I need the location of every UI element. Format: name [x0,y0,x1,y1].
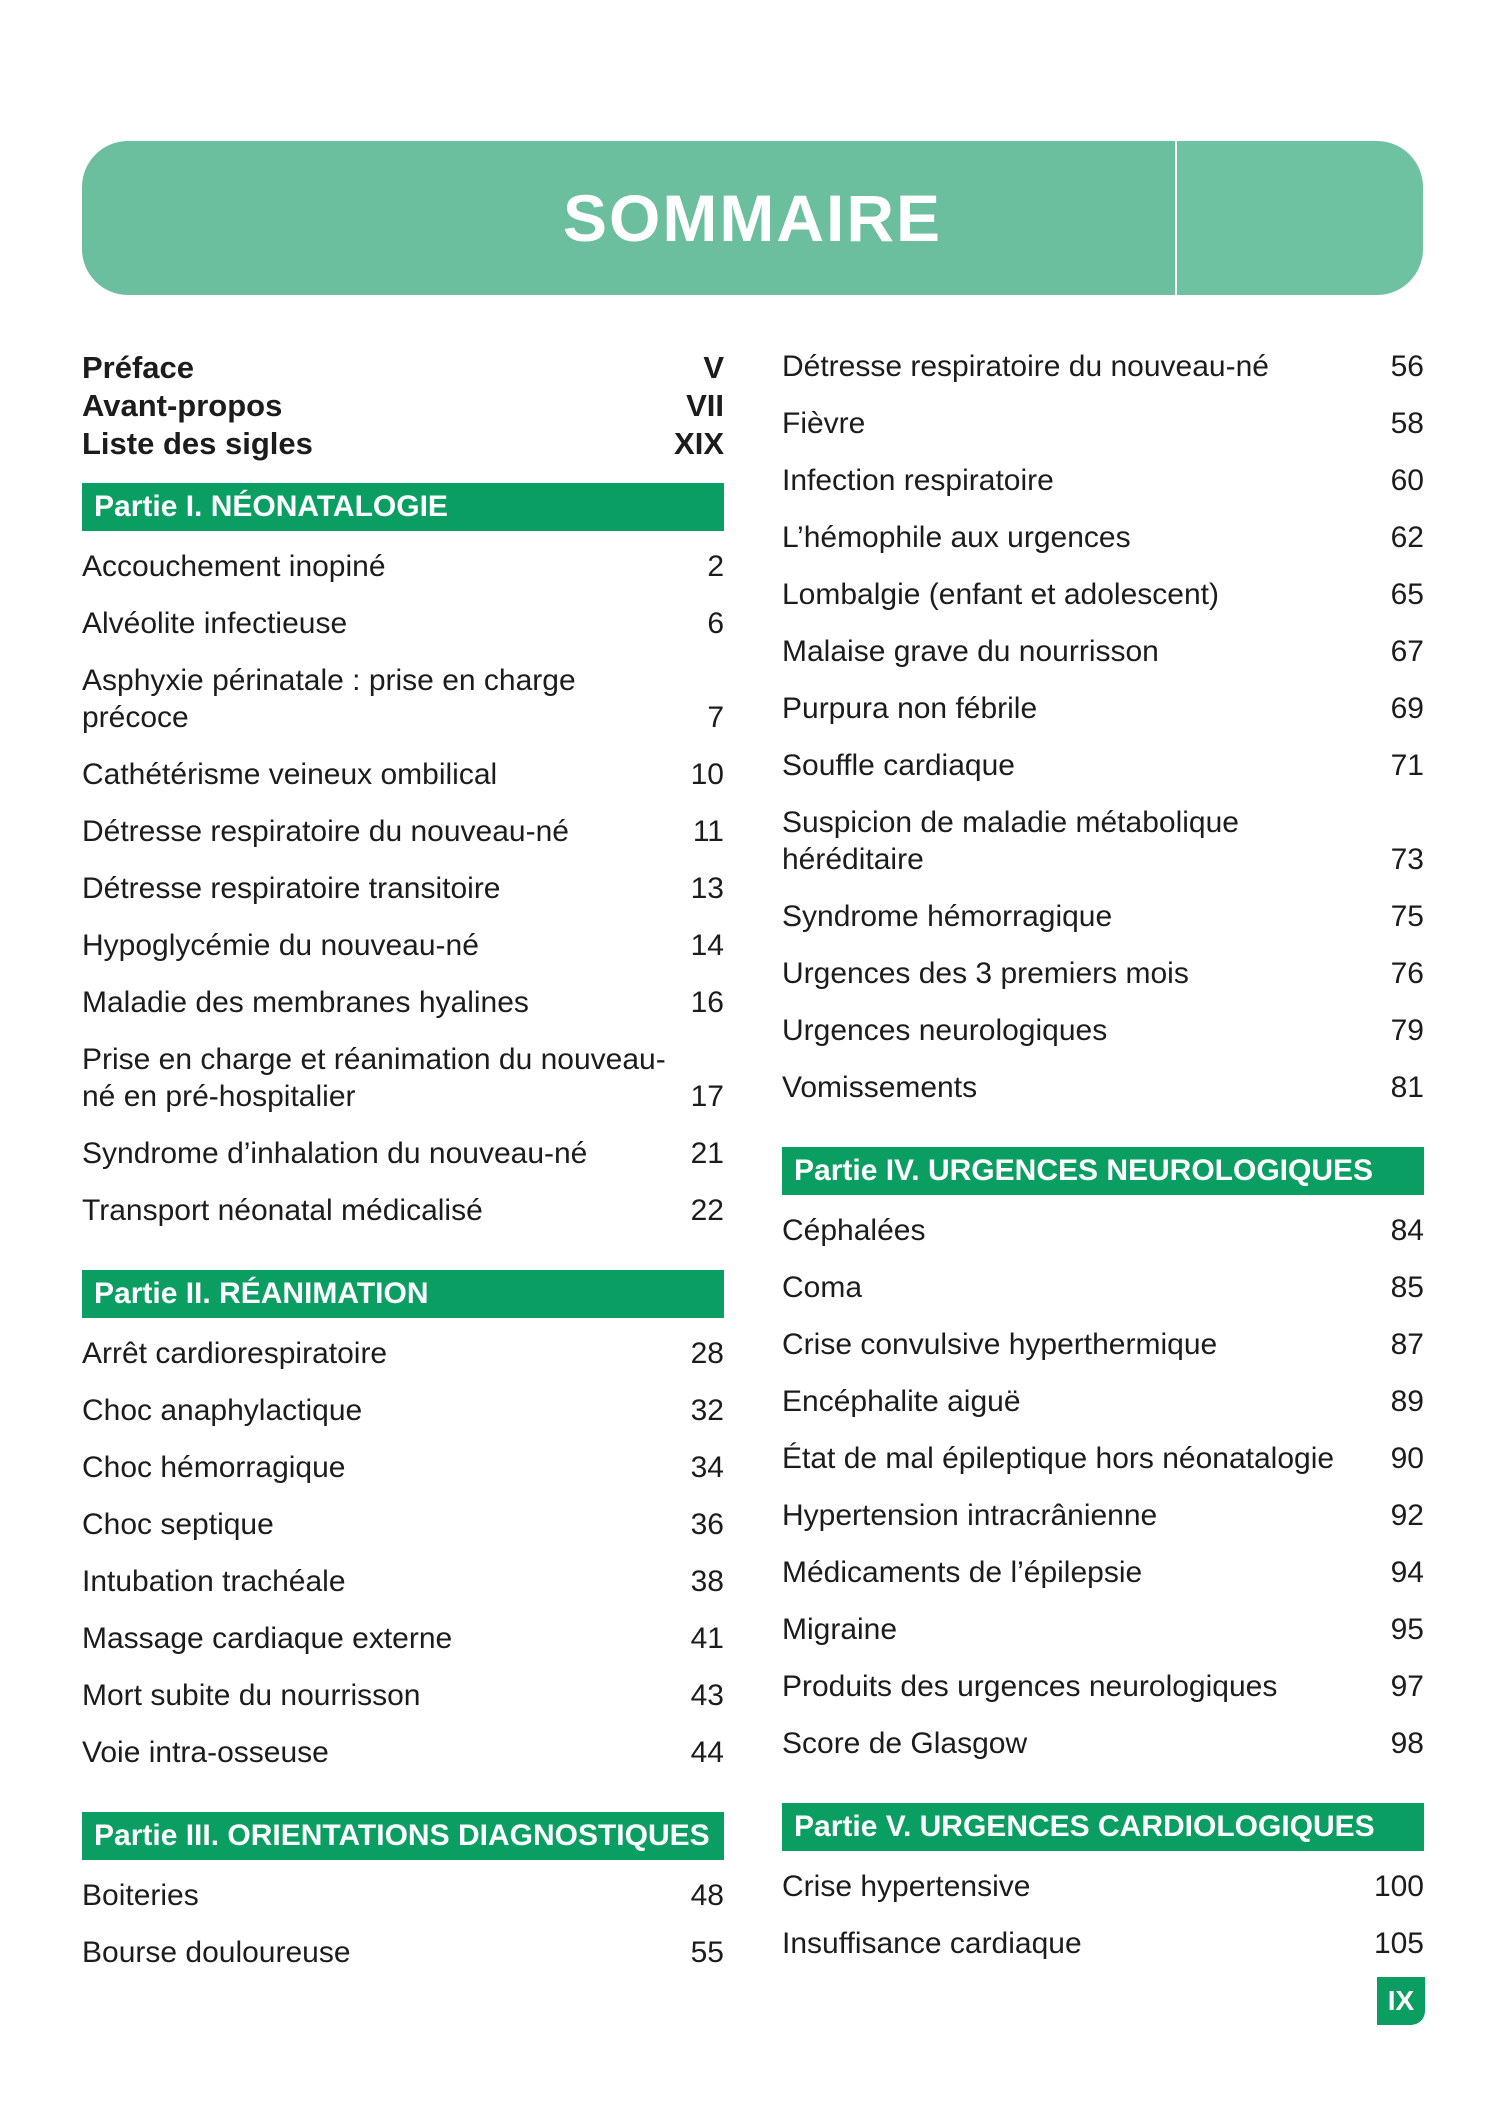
toc-entry-title: Syndrome d’inhalation du nouveau-né [82,1137,588,1170]
toc-entry-page: 44 [690,1736,724,1769]
toc-entry[interactable] [82,659,724,753]
toc-entry-page: 69 [1390,692,1424,725]
front-matter-page: VII [686,388,724,423]
toc-entry-page: 21 [690,1137,724,1170]
toc-entry[interactable] [782,1494,1424,1551]
toc-entry-page: 58 [1390,407,1424,440]
toc-left-column [82,349,724,2012]
toc-entry-title: Syndrome hémorragique [782,900,1113,933]
toc-entry-page: 13 [690,872,724,905]
toc-entry-page: 75 [1390,900,1424,933]
toc-right-column [782,345,1424,2003]
toc-entry[interactable] [782,345,1424,402]
toc-entry-page: 17 [690,1080,724,1113]
toc-entry-page: 79 [1390,1014,1424,1047]
toc-entry[interactable] [82,867,724,924]
toc-entry[interactable] [782,573,1424,630]
toc-entry-title: Purpura non fébrile [782,692,1038,725]
toc-entry-page: 84 [1390,1214,1424,1247]
part-heading: Partie II. RÉANIMATION [82,1270,724,1318]
toc-entry[interactable] [82,602,724,659]
front-matter-label: Préface [82,350,195,385]
toc-entry-page: 81 [1390,1071,1424,1104]
toc-entry-page: 98 [1390,1727,1424,1760]
toc-entry-title: Détresse respiratoire transitoire [82,872,501,905]
toc-entry[interactable] [82,545,724,602]
toc-entry[interactable] [82,810,724,867]
toc-entry-page: 10 [690,758,724,791]
part-heading: Partie III. ORIENTATIONS DIAGNOSTIQUES [82,1812,724,1860]
page-number-badge: IX [1377,1977,1425,2025]
toc-entry[interactable] [82,1617,724,1674]
toc-entry[interactable] [782,1209,1424,1266]
toc-entry[interactable] [82,1038,724,1132]
toc-entry-page: 55 [690,1936,724,1969]
part-heading: Partie IV. URGENCES NEUROLOGIQUES [782,1147,1424,1195]
toc-entry-title: Insuffisance cardiaque [782,1927,1082,1960]
toc-entry[interactable] [782,895,1424,952]
toc-entry-title: Hypoglycémie du nouveau-né [82,929,479,962]
toc-entry-title: Choc anaphylactique [82,1394,363,1427]
toc-entry-page: 94 [1390,1556,1424,1589]
toc-entry[interactable] [782,687,1424,744]
toc-entry[interactable] [782,1437,1424,1494]
front-matter [82,349,724,463]
toc-entry[interactable] [82,924,724,981]
toc-entry-page: 43 [690,1679,724,1712]
toc-entry-title: Choc hémorragique [82,1451,346,1484]
toc-entry-title: Souffle cardiaque [782,749,1015,782]
toc-entry-title: Arrêt cardiorespiratoire [82,1337,388,1370]
toc-entry-title: Détresse respiratoire du nouveau-né [782,350,1269,383]
toc-entry-title: Vomissements [782,1071,978,1104]
toc-entry-title: Crise convulsive hyperthermique [782,1328,1218,1361]
toc-entry-title: Détresse respiratoire du nouveau-né [82,815,569,848]
toc-entry-title: Asphyxie périnatale : prise en charge précoce [82,664,576,734]
toc-entry-page: 34 [690,1451,724,1484]
right-sections [782,345,1424,1979]
toc-entry[interactable] [782,1551,1424,1608]
toc-entry[interactable] [782,1266,1424,1323]
toc-entry-page: 22 [690,1194,724,1227]
toc-entry-title: Crise hypertensive [782,1870,1031,1903]
toc-entry-title: Lombalgie (enfant et adolescent) [782,578,1219,611]
toc-entry[interactable] [82,1332,724,1389]
toc-entry-title: Infection respiratoire [782,464,1054,497]
toc-entry-page: 7 [707,701,724,734]
toc-entry-title: Urgences neurologiques [782,1014,1108,1047]
toc-entry-page: 36 [690,1508,724,1541]
toc-entry[interactable] [782,1665,1424,1722]
toc-entry-list [782,1865,1424,1979]
toc-entry[interactable] [82,753,724,810]
toc-entry-page: 60 [1390,464,1424,497]
front-matter-page: XIX [674,426,724,461]
toc-entry-page: 38 [690,1565,724,1598]
toc-entry[interactable] [82,1874,724,1931]
toc-entry-page: 87 [1390,1328,1424,1361]
toc-entry-page: 14 [690,929,724,962]
toc-entry-page: 62 [1390,521,1424,554]
toc-entry[interactable] [782,1066,1424,1123]
toc-entry[interactable] [782,459,1424,516]
toc-entry[interactable] [782,1865,1424,1922]
toc-entry-page: 65 [1390,578,1424,611]
toc-entry[interactable] [82,981,724,1038]
toc-entry-title: Encéphalite aiguë [782,1385,1021,1418]
front-matter-label: Avant-propos [82,388,283,423]
toc-entry-title: Voie intra-osseuse [82,1736,329,1769]
toc-entry[interactable] [782,1922,1424,1979]
toc-entry-title: Alvéolite infectieuse [82,607,348,640]
toc-entry-title: Fièvre [782,407,866,440]
front-matter-row[interactable] [82,349,724,387]
toc-entry[interactable] [82,1931,724,1988]
toc-entry-page: 76 [1390,957,1424,990]
toc-entry[interactable] [782,516,1424,573]
toc-entry-page: 89 [1390,1385,1424,1418]
toc-entry[interactable] [782,952,1424,1009]
toc-entry-title: Mort subite du nourrisson [82,1679,421,1712]
toc-entry-title: Boiteries [82,1879,199,1912]
front-matter-row[interactable] [82,425,724,463]
toc-entry-page: 6 [707,607,724,640]
toc-entry-title: Coma [782,1271,863,1304]
toc-entry[interactable] [782,801,1424,895]
toc-entry[interactable] [782,402,1424,459]
part-heading: Partie I. NÉONATALOGIE [82,483,724,531]
toc-entry-page: 71 [1390,749,1424,782]
toc-entry-page: 90 [1390,1442,1424,1475]
toc-entry-page: 56 [1390,350,1424,383]
toc-entry-title: Migraine [782,1613,898,1646]
toc-entry-page: 105 [1373,1927,1424,1960]
toc-entry-page: 11 [692,815,724,848]
front-matter-label: Liste des sigles [82,426,313,461]
toc-entry-title: Prise en charge et réanimation du nouveau-né en pré-hospitalier [82,1043,666,1113]
toc-entry[interactable] [782,630,1424,687]
toc-entry-list [82,1332,724,1788]
toc-entry-title: Cathétérisme veineux ombilical [82,758,498,791]
toc-entry-page: 2 [707,550,724,583]
toc-entry[interactable] [82,1189,724,1246]
toc-entry-title: Urgences des 3 premiers mois [782,957,1189,990]
toc-entry-page: 32 [690,1394,724,1427]
toc-entry-title: État de mal épileptique hors néonatalogie [782,1442,1335,1475]
toc-entry-page: 41 [690,1622,724,1655]
toc-entry-title: Maladie des membranes hyalines [82,986,529,1019]
toc-entry-list [782,1209,1424,1779]
toc-entry[interactable] [782,744,1424,801]
front-matter-page: V [703,350,724,385]
toc-entry-page: 85 [1390,1271,1424,1304]
title-banner [82,141,1423,295]
front-matter-row[interactable] [82,387,724,425]
toc-entry-list [782,345,1424,1123]
toc-entry-list [82,545,724,1246]
toc-entry-title: Malaise grave du nourrisson [782,635,1159,668]
toc-entry-title: Intubation trachéale [82,1565,346,1598]
toc-entry[interactable] [82,1132,724,1189]
toc-entry-title: Transport néonatal médicalisé [82,1194,483,1227]
toc-entry-title: Hypertension intracrânienne [782,1499,1158,1532]
toc-entry-list [82,1874,724,1988]
toc-entry[interactable] [782,1608,1424,1665]
toc-entry[interactable] [782,1380,1424,1437]
toc-entry[interactable] [82,1446,724,1503]
toc-entry-title: Produits des urgences neurologiques [782,1670,1278,1703]
toc-entry[interactable] [82,1560,724,1617]
toc-entry-title: L’hémophile aux urgences [782,521,1131,554]
toc-entry[interactable] [782,1722,1424,1779]
toc-entry[interactable] [82,1674,724,1731]
toc-entry-page: 97 [1390,1670,1424,1703]
toc-entry-title: Médicaments de l’épilepsie [782,1556,1143,1589]
toc-entry-page: 28 [690,1337,724,1370]
toc-entry-page: 73 [1390,843,1424,876]
toc-entry[interactable] [82,1731,724,1788]
toc-entry-title: Suspicion de maladie métabolique héréditaire [782,806,1239,876]
left-sections [82,483,724,1988]
page-title: SOMMAIRE [563,181,942,255]
toc-entry-title: Céphalées [782,1214,926,1247]
toc-entry-page: 67 [1390,635,1424,668]
toc-entry[interactable] [82,1503,724,1560]
part-heading: Partie V. URGENCES CARDIOLOGIQUES [782,1803,1424,1851]
toc-entry[interactable] [82,1389,724,1446]
toc-entry-page: 92 [1390,1499,1424,1532]
toc-entry[interactable] [782,1009,1424,1066]
toc-entry-title: Bourse douloureuse [82,1936,351,1969]
toc-entry-title: Massage cardiaque externe [82,1622,453,1655]
toc-entry-page: 48 [690,1879,724,1912]
toc-entry-page: 16 [690,986,724,1019]
toc-entry[interactable] [782,1323,1424,1380]
toc-entry-title: Score de Glasgow [782,1727,1028,1760]
toc-entry-page: 95 [1390,1613,1424,1646]
toc-entry-title: Accouchement inopiné [82,550,386,583]
toc-entry-title: Choc septique [82,1508,274,1541]
toc-entry-page: 100 [1373,1870,1424,1903]
